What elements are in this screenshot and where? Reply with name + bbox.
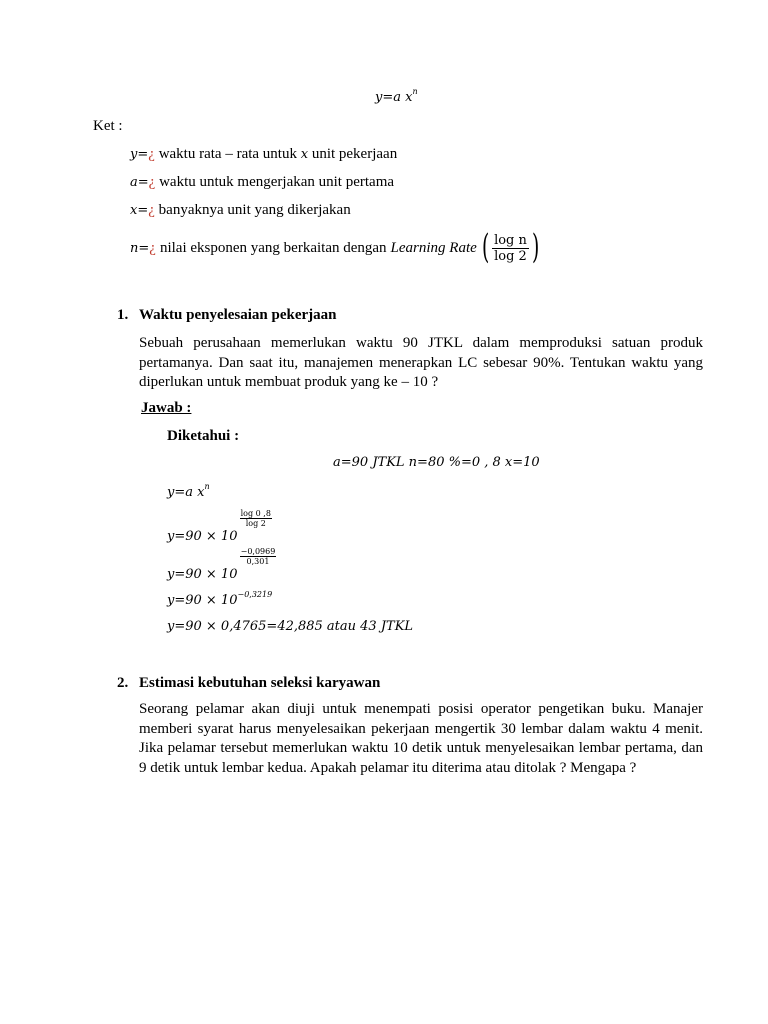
def-text: waktu rata – rata untuk [158, 146, 297, 162]
formula-y: y [375, 90, 383, 105]
section2-number: 2. [117, 675, 129, 691]
def-eq: = [137, 175, 149, 190]
def-mark: ¿ [148, 202, 155, 218]
formula-a: a [393, 90, 402, 105]
def-var: x [130, 203, 138, 218]
section2-paragraph: Seorang pelamar akan diuji untuk menempati posisi operator pengetikan buku. Manajer memberi syarat harus menyelesaikan pekerjaan mengertik 30 lembar dalam waktu 4 menit. Jika pelamar tersebut memerlukan waktu 10 detik untuk menyelesaikan lembar pertama, dan 9 detik untuk lembar kedua. Apakah pelamar itu diterima atau ditolak ? Mengapa ? [139, 701, 703, 776]
def-eq: = [138, 240, 150, 256]
definition-a [130, 174, 394, 191]
log-fraction-num: log n [494, 232, 527, 248]
step-3-exponent-fraction [240, 547, 277, 566]
section1-title: Waktu penyelesaian pekerjaan [139, 307, 337, 323]
diketahui-label: Diketahui : [167, 428, 240, 444]
right-paren: ) [531, 227, 540, 267]
step-1-text: y=a x [167, 485, 205, 500]
step-1-exponent: n [204, 482, 210, 491]
step-1 [167, 482, 210, 500]
step-2 [167, 509, 274, 544]
step-3-exp-den: 0,301 [246, 557, 270, 566]
step-3-text: y=90 × 10 [167, 567, 238, 582]
def-text: waktu untuk mengerjakan unit pertama [159, 174, 395, 190]
def-eq: = [137, 147, 149, 162]
main-formula [375, 87, 418, 105]
step-4 [167, 590, 273, 608]
definition-x [130, 202, 351, 219]
def-mark: ¿ [148, 146, 155, 162]
def-eq: = [137, 203, 149, 218]
step-2-text: y=90 × 10 [167, 529, 238, 544]
step-5: y=90 × 0,4765=42,885 atau 43 JTKL [167, 619, 414, 634]
def-mark: ¿ [149, 239, 156, 256]
given-values: a=90 JTKL n=80 %=0 , 8 x=10 [333, 455, 540, 470]
step-2-exponent-fraction [240, 509, 272, 528]
step-3-exp-num: −0,0969 [240, 547, 276, 556]
log-fraction-den: log 2 [494, 248, 527, 264]
left-paren: ( [481, 227, 490, 267]
def-var: y [130, 147, 138, 162]
def-var: a [130, 175, 138, 190]
step-4-text: y=90 × 10 [167, 593, 238, 608]
jawab-label: Jawab : [141, 400, 192, 416]
definition-y [130, 146, 397, 163]
step-4-exponent: −0,3219 [237, 590, 273, 599]
def-var: n [130, 240, 139, 256]
formula-eq: = [382, 90, 394, 105]
definition-n [130, 228, 542, 268]
section1-paragraph: Sebuah perusahaan memerlukan waktu 90 JTKL dalam memproduksi satuan produk pertamanya. Dan saat itu, manajemen menerapkan LC sebesar 90%. Tentukan waktu yang diperlukan untuk membuat produk yang ke – 10 ? [139, 335, 703, 391]
ket-label: Ket : [93, 118, 123, 134]
formula-exponent: n [412, 87, 418, 96]
step-2-exp-num: log 0 ,8 [240, 509, 271, 518]
def-var2: x [300, 147, 309, 162]
def-mark: ¿ [148, 174, 156, 190]
formula-x: x [405, 90, 413, 105]
def-text: nilai eksponen yang berkaitan dengan [159, 239, 387, 256]
section2-title: Estimasi kebutuhan seleksi karyawan [139, 675, 381, 691]
log-fraction [492, 233, 529, 264]
step-2-exp-den: log 2 [245, 519, 266, 528]
step-3 [167, 547, 278, 582]
section1-number: 1. [117, 307, 129, 323]
def-text2: unit pekerjaan [311, 146, 398, 162]
def-text: banyaknya unit yang dikerjakan [158, 202, 351, 218]
def-learning-rate: Learning Rate [390, 239, 477, 256]
